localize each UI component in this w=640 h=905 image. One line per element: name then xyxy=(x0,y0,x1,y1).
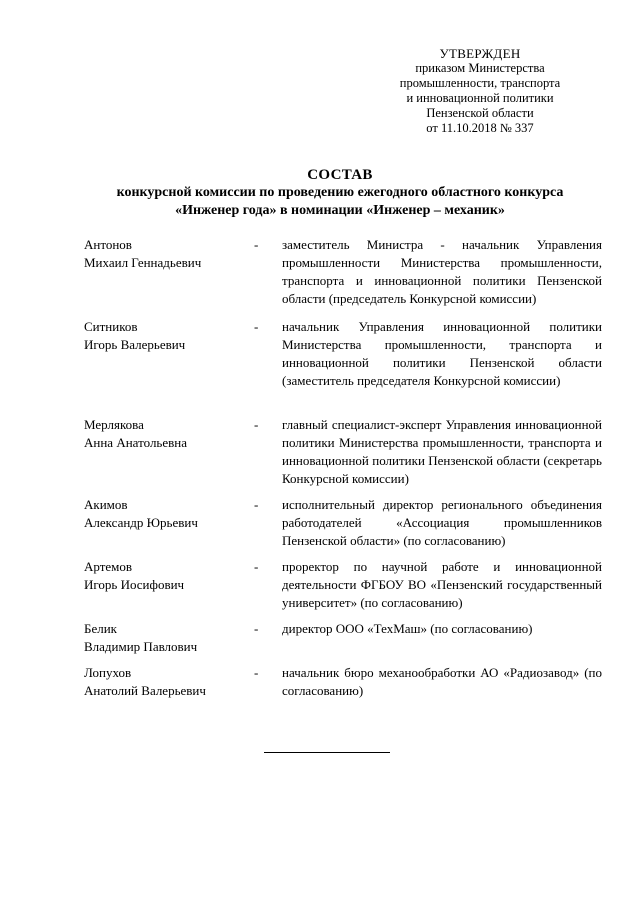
document-subtitle: конкурсной комиссии по проведению ежегодного областного конкурса xyxy=(116,185,564,200)
approval-line: приказом Министерства xyxy=(415,61,545,75)
closing-divider xyxy=(264,752,390,753)
approval-line: и инновационной политики xyxy=(406,91,554,105)
approval-stamp xyxy=(380,46,580,136)
member-name xyxy=(84,664,254,700)
member-name xyxy=(84,558,254,612)
member-surname: Акимов xyxy=(84,497,128,512)
member-row xyxy=(84,558,604,612)
member-given-name: Игорь Иосифович xyxy=(84,577,185,592)
member-name xyxy=(84,236,254,308)
member-given-name: Игорь Валерьевич xyxy=(84,337,186,352)
approval-order-number: от 11.10.2018 № 337 xyxy=(426,121,534,135)
member-dash: - xyxy=(254,497,259,512)
member-dash: - xyxy=(254,559,259,574)
member-row xyxy=(84,236,604,308)
member-given-name: Михаил Геннадьевич xyxy=(84,255,202,270)
member-role: исполнительный директор регионального объединения работодателей «Ассоциация промышленников Пензенской области» (по согласованию) xyxy=(282,497,602,548)
document-heading xyxy=(40,166,640,220)
member-row xyxy=(84,496,604,550)
member-dash: - xyxy=(254,319,259,334)
member-role: начальник Управления инновационной политики Министерства промышленности, транспорта и инновационной политики Пензенской области (заместитель председателя Конкурсной комиссии) xyxy=(282,319,602,388)
member-role: заместитель Министра - начальник Управления промышленности Министерства промышленности, транспорта и инновационной политики Пензенской области (председатель Конкурсной комиссии) xyxy=(282,237,602,306)
member-role: директор ООО «ТехМаш» (по согласованию) xyxy=(282,621,533,636)
member-role: проректор по научной работе и инновационной деятельности ФГБОУ ВО «Пензенский государственный университет» (по согласованию) xyxy=(282,559,602,610)
member-surname: Артемов xyxy=(84,559,133,574)
member-name xyxy=(84,416,254,488)
member-row xyxy=(84,318,604,390)
member-row xyxy=(84,664,604,700)
commission-members-list xyxy=(84,236,604,700)
member-surname: Ситников xyxy=(84,319,138,334)
member-surname: Антонов xyxy=(84,237,132,252)
member-given-name: Александр Юрьевич xyxy=(84,515,198,530)
approval-line: промышленности, транспорта xyxy=(399,76,561,90)
member-dash: - xyxy=(254,665,259,680)
member-given-name: Анна Анатольевна xyxy=(84,435,187,450)
member-dash: - xyxy=(254,621,259,636)
member-given-name: Владимир Павлович xyxy=(84,639,198,654)
member-role: начальник бюро механообработки АО «Радиозавод» (по согласованию) xyxy=(282,665,602,698)
member-name xyxy=(84,496,254,550)
document-subtitle: «Инженер года» в номинации «Инженер – механик» xyxy=(175,203,505,218)
approval-line: Пензенской области xyxy=(426,106,534,120)
member-dash: - xyxy=(254,237,259,252)
member-dash: - xyxy=(254,417,259,432)
member-surname: Лопухов xyxy=(84,665,132,680)
member-role: главный специалист-эксперт Управления инновационной политики Министерства промышленности, транспорта и инновационной политики Пензенской области (секретарь Конкурсной комиссии) xyxy=(282,417,602,486)
member-name xyxy=(84,318,254,390)
member-surname: Белик xyxy=(84,621,117,636)
approval-title: УТВЕРЖДЕН xyxy=(439,46,521,61)
document-title: СОСТАВ xyxy=(307,167,373,183)
member-row xyxy=(84,620,604,656)
member-surname: Мерлякова xyxy=(84,417,144,432)
member-given-name: Анатолий Валерьевич xyxy=(84,683,206,698)
member-row xyxy=(84,416,604,488)
member-name xyxy=(84,620,254,656)
